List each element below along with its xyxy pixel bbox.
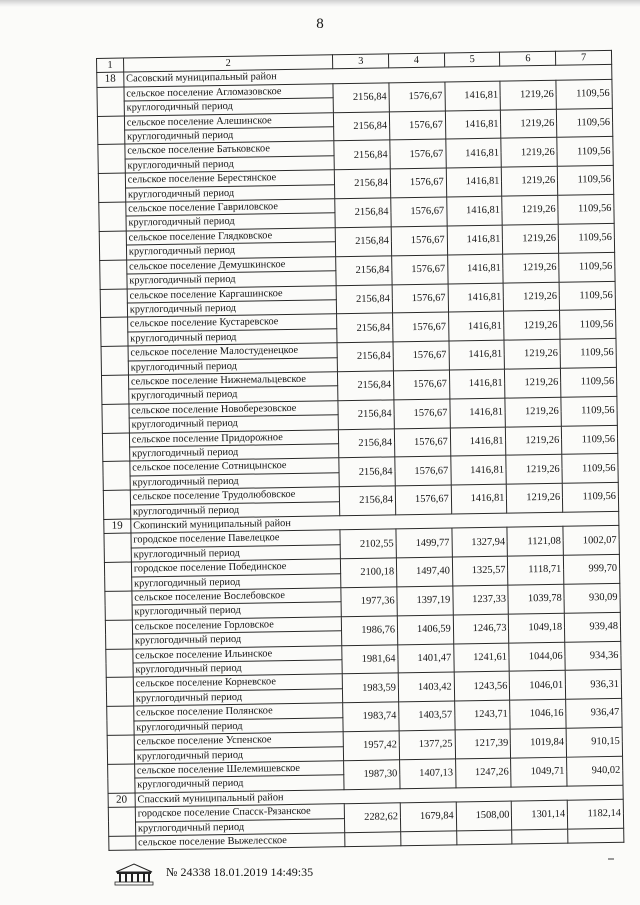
settlement-period: круглогодичный период	[124, 127, 334, 145]
tariff-value: 1243,56	[454, 672, 510, 702]
tariff-value: 2156,84	[340, 486, 396, 516]
tariff-value: 1576,67	[391, 197, 447, 227]
tariff-value: 1576,67	[394, 428, 450, 458]
tariff-value: 1241,61	[454, 643, 510, 673]
settlement-name: сельское поселение Успенское	[134, 732, 344, 750]
settlement-period: круглогодичный период	[132, 602, 342, 620]
settlement-name: сельское поселение Каргашинское	[127, 285, 337, 303]
tariff-value: 1416,81	[447, 254, 503, 284]
tariff-value: 1987,30	[344, 760, 400, 790]
tariff-value: 1325,57	[452, 556, 508, 586]
settlement-period: круглогодичный период	[135, 775, 345, 793]
row-number-cell	[101, 346, 128, 375]
tariff-value: 1109,56	[561, 396, 617, 426]
row-number-cell	[104, 562, 131, 591]
district-title: Спасский муниципальный район	[135, 785, 623, 807]
tariff-value: 1109,56	[558, 223, 614, 253]
tariff-value: 2156,84	[336, 284, 392, 314]
settlement-name: сельское поселение Вослебовское	[132, 588, 342, 606]
settlement-name: сельское поселение Нижнемальцевское	[128, 372, 338, 390]
tariff-value: 1044,06	[509, 642, 565, 672]
tariff-value: 1416,81	[448, 311, 504, 341]
tariff-value: 1957,42	[343, 731, 399, 761]
tariff-value: 1109,56	[557, 108, 613, 138]
tariff-value: 1246,73	[453, 614, 509, 644]
settlement-name: сельское поселение Гавриловское	[126, 199, 336, 217]
tariff-value: 1219,26	[506, 455, 562, 485]
row-number-cell	[108, 764, 135, 793]
tariff-value: 1576,67	[390, 139, 446, 169]
tariff-value: 1046,16	[510, 699, 566, 729]
row-number-cell	[106, 649, 133, 678]
row-number-cell	[108, 807, 135, 836]
tariff-value: 1397,19	[397, 586, 453, 616]
tariff-value: 934,36	[565, 641, 621, 671]
header-cell: 1	[97, 58, 124, 73]
registration-number: № 24338 18.01.2019 14:49:35	[166, 865, 314, 879]
tariff-value: 1217,39	[455, 729, 511, 759]
settlement-name: сельское поселение Выжелесское	[136, 833, 346, 851]
row-number-cell	[100, 289, 127, 318]
settlement-name: сельское поселение Агломазовское	[124, 84, 334, 102]
settlement-name: сельское поселение Ильинское	[133, 645, 343, 663]
settlement-period: круглогодичный период	[125, 156, 335, 174]
row-number-cell	[104, 533, 131, 562]
header-cell: 5	[444, 52, 500, 67]
tariff-value: 1109,56	[560, 310, 616, 340]
tariff-value: 1576,67	[395, 485, 451, 515]
settlement-name: сельское поселение Глядковское	[126, 228, 336, 246]
settlement-period: круглогодичный период	[131, 545, 341, 563]
settlement-period: круглогодичный период	[130, 473, 340, 491]
scan-edge	[0, 0, 640, 7]
header-cell: 2	[123, 55, 333, 73]
tariff-value	[401, 831, 457, 846]
tariff-value: 1219,26	[503, 224, 559, 254]
settlement-name: сельское поселение Полянское	[133, 703, 343, 721]
tariff-value: 2156,84	[333, 83, 389, 113]
tariff-value: 2156,84	[335, 198, 391, 228]
settlement-period: круглогодичный период	[130, 501, 340, 519]
tariff-value: 1049,18	[509, 613, 565, 643]
row-number-cell	[100, 260, 127, 289]
tariff-table-body	[97, 50, 624, 850]
settlement-name: сельское поселение Батьковское	[125, 141, 335, 159]
row-number-cell	[97, 116, 124, 145]
row-number-cell	[107, 706, 134, 735]
tariff-value: 2156,84	[334, 140, 390, 170]
tariff-value: 1109,56	[562, 483, 618, 513]
row-number-cell	[99, 202, 126, 231]
row-number-cell	[102, 433, 129, 462]
settlement-period: круглогодичный период	[129, 444, 339, 462]
settlement-period: круглогодичный период	[131, 573, 341, 591]
tariff-value: 1576,67	[393, 312, 449, 342]
registry-building-logo	[112, 862, 156, 886]
row-number-cell	[97, 87, 124, 116]
settlement-period: круглогодичный период	[133, 689, 343, 707]
settlement-period: круглогодичный период	[134, 717, 344, 735]
tariff-value: 1403,42	[398, 672, 454, 702]
tariff-value: 2156,84	[337, 313, 393, 343]
settlement-name: сельское поселение Трудолюбовское	[130, 487, 340, 505]
tariff-value: 1219,26	[504, 339, 560, 369]
tariff-value: 1401,47	[398, 644, 454, 674]
settlement-name: сельское поселение Новоберезовское	[129, 400, 339, 418]
tariff-value: 1219,26	[501, 109, 557, 139]
tariff-value: 1576,67	[394, 399, 450, 429]
settlement-name: сельское поселение Малостуденецкое	[128, 343, 338, 361]
settlement-name: сельское поселение Горловское	[132, 617, 342, 635]
tariff-value: 2156,84	[338, 371, 394, 401]
row-number-cell	[101, 317, 128, 346]
tariff-value: 1118,71	[508, 555, 564, 585]
tariff-value: 2100,18	[341, 558, 397, 588]
row-number-cell	[101, 375, 128, 404]
tariff-value	[456, 830, 512, 845]
header-cell: 6	[500, 51, 556, 66]
tariff-value: 939,48	[564, 612, 620, 642]
tariff-value: 1576,67	[395, 456, 451, 486]
tariff-value: 1576,67	[390, 168, 446, 198]
district-number: 20	[108, 793, 135, 808]
settlement-name: городское поселение Павелецкое	[131, 530, 341, 548]
row-number-cell	[107, 735, 134, 764]
settlement-name: сельское поселение Кустаревское	[127, 314, 337, 332]
tariff-value: 1416,81	[447, 225, 503, 255]
district-title: Сасовский муниципальный район	[124, 65, 612, 87]
tariff-value: 1247,26	[455, 758, 511, 788]
settlement-name: сельское поселение Шелемишевское	[134, 761, 344, 779]
tariff-value: 1109,56	[562, 454, 618, 484]
tariff-value: 1416,81	[445, 110, 501, 140]
settlement-period: круглогодичный период	[132, 631, 342, 649]
tariff-value: 940,02	[567, 756, 623, 786]
tariff-value: 1109,56	[556, 79, 612, 109]
tariff-value: 1301,14	[512, 800, 568, 830]
tariff-value: 1416,81	[450, 398, 506, 428]
tariff-value	[512, 829, 568, 844]
tariff-value: 1679,84	[400, 802, 456, 832]
tariff-value: 1109,56	[558, 194, 614, 224]
tariff-value: 2156,84	[336, 227, 392, 257]
tariff-value: 1576,67	[393, 341, 449, 371]
settlement-name: сельское поселение Берестянское	[125, 170, 335, 188]
tariff-value: 1109,56	[560, 338, 616, 368]
tariff-value: 2156,84	[335, 169, 391, 199]
settlement-name: сельское поселение Придорожное	[129, 429, 339, 447]
tariff-value: 1219,26	[507, 483, 563, 513]
tariff-value: 1049,71	[511, 757, 567, 787]
tariff-value: 1576,67	[389, 82, 445, 112]
tariff-value: 2156,84	[338, 400, 394, 430]
header-cell: 4	[389, 53, 445, 68]
row-number-cell	[98, 144, 125, 173]
settlement-period: круглогодичный период	[125, 184, 335, 202]
settlement-period: круглогодичный период	[129, 415, 339, 433]
tariff-value: 1109,56	[557, 166, 613, 196]
tariff-value: 1981,64	[342, 644, 398, 674]
row-number-cell	[99, 231, 126, 260]
tariff-value: 1497,40	[396, 557, 452, 587]
tariff-value: 999,70	[564, 555, 620, 585]
settlement-period: круглогодичный период	[135, 818, 345, 836]
settlement-name: сельское поселение Корневское	[133, 674, 343, 692]
settlement-name: сельское поселение Демушкинское	[126, 256, 336, 274]
tariff-value: 1219,26	[503, 253, 559, 283]
row-number-cell	[105, 591, 132, 620]
tariff-value: 1219,26	[500, 80, 556, 110]
tariff-value: 1416,81	[451, 484, 507, 514]
tariff-value: 1576,67	[393, 370, 449, 400]
tariff-value: 2102,55	[340, 529, 396, 559]
tariff-value: 1576,67	[391, 226, 447, 256]
tariff-value: 1109,56	[557, 137, 613, 167]
tariff-value: 1983,59	[343, 673, 399, 703]
scan-mark	[608, 858, 614, 860]
settlement-name: городское поселение Побединское	[131, 559, 341, 577]
tariff-value: 2156,84	[337, 342, 393, 372]
settlement-period: круглогодичный период	[124, 98, 334, 116]
tariff-value: 1416,81	[446, 167, 502, 197]
tariff-value: 1499,77	[396, 528, 452, 558]
row-number-cell	[105, 620, 132, 649]
tariff-value: 1508,00	[456, 801, 512, 831]
tariff-value: 1406,59	[397, 615, 453, 645]
tariff-value: 1046,01	[510, 671, 566, 701]
tariff-value: 1219,26	[504, 282, 560, 312]
tariff-value: 1219,26	[501, 138, 557, 168]
row-number-cell	[106, 677, 133, 706]
tariff-value: 2282,62	[345, 803, 401, 833]
tariff-value: 930,09	[564, 583, 620, 613]
tariff-value: 1977,36	[341, 587, 397, 617]
tariff-value: 1243,71	[454, 700, 510, 730]
tariff-value: 1109,56	[561, 367, 617, 397]
settlement-name: сельское поселение Сотницынское	[130, 458, 340, 476]
settlement-period: круглогодичный период	[133, 660, 343, 678]
tariff-value: 1576,67	[392, 255, 448, 285]
tariff-value: 1109,56	[562, 425, 618, 455]
row-number-cell	[103, 490, 130, 519]
tariff-value: 1377,25	[399, 730, 455, 760]
tariff-value: 1576,67	[389, 111, 445, 141]
tariff-value: 1416,81	[446, 139, 502, 169]
tariff-value: 2156,84	[334, 112, 390, 142]
tariff-value: 1019,84	[511, 728, 567, 758]
tariff-value: 1986,76	[342, 616, 398, 646]
tariff-value: 1121,08	[507, 527, 563, 557]
tariff-value: 1416,81	[449, 340, 505, 370]
settlement-name: сельское поселение Алешинское	[124, 112, 334, 130]
district-number: 19	[104, 519, 131, 534]
settlement-name: городское поселение Спасск-Рязанское	[135, 804, 345, 822]
settlement-period: круглогодичный период	[127, 300, 337, 318]
tariff-value: 1002,07	[563, 526, 619, 556]
tariff-value: 1219,26	[502, 167, 558, 197]
tariff-value: 1416,81	[445, 81, 501, 111]
tariff-value: 1416,81	[451, 455, 507, 485]
header-cell: 3	[333, 54, 389, 69]
tariff-value	[568, 828, 624, 843]
row-number-cell	[102, 404, 129, 433]
tariff-value: 1039,78	[508, 584, 564, 614]
district-title: Скопинский муниципальный район	[131, 511, 619, 533]
tariff-value: 1403,57	[399, 701, 455, 731]
tariff-value: 910,15	[566, 727, 622, 757]
settlement-period: круглогодичный период	[126, 213, 336, 231]
tariff-value: 2156,84	[336, 256, 392, 286]
tariff-value: 1219,26	[506, 426, 562, 456]
tariff-value: 2156,84	[339, 457, 395, 487]
district-number: 18	[97, 72, 124, 87]
tariff-value: 1983,74	[343, 702, 399, 732]
tariff-value: 936,47	[566, 699, 622, 729]
tariff-value: 936,31	[565, 670, 621, 700]
settlement-period: круглогодичный период	[126, 242, 336, 260]
tariff-value: 1237,33	[453, 585, 509, 615]
tariff-value: 1416,81	[449, 369, 505, 399]
row-number-cell	[109, 836, 136, 851]
tariff-value: 1416,81	[448, 283, 504, 313]
settlement-period: круглогодичный период	[127, 271, 337, 289]
tariff-value: 2156,84	[339, 428, 395, 458]
tariff-value: 1219,26	[502, 195, 558, 225]
row-number-cell	[103, 461, 130, 490]
settlement-period: круглогодичный период	[128, 357, 338, 375]
settlement-period: круглогодичный период	[128, 328, 338, 346]
tariff-value: 1416,81	[446, 196, 502, 226]
tariff-value: 1219,26	[504, 311, 560, 341]
registration-stamp	[112, 862, 313, 886]
tariff-value: 1109,56	[559, 252, 615, 282]
tariff-value: 1219,26	[505, 368, 561, 398]
tariff-value	[345, 832, 401, 847]
tariff-value: 1407,13	[400, 759, 456, 789]
tariff-value: 1109,56	[559, 281, 615, 311]
settlement-period: круглогодичный период	[134, 746, 344, 764]
header-cell: 7	[556, 50, 612, 65]
tariff-value: 1576,67	[392, 284, 448, 314]
tariff-table	[96, 50, 624, 851]
row-number-cell	[98, 173, 125, 202]
tariff-value: 1182,14	[567, 799, 623, 829]
tariff-value: 1327,94	[452, 528, 508, 558]
page-number: 8	[316, 16, 324, 32]
settlement-period: круглогодичный период	[129, 386, 339, 404]
tariff-value: 1219,26	[505, 397, 561, 427]
tariff-value: 1416,81	[450, 427, 506, 457]
